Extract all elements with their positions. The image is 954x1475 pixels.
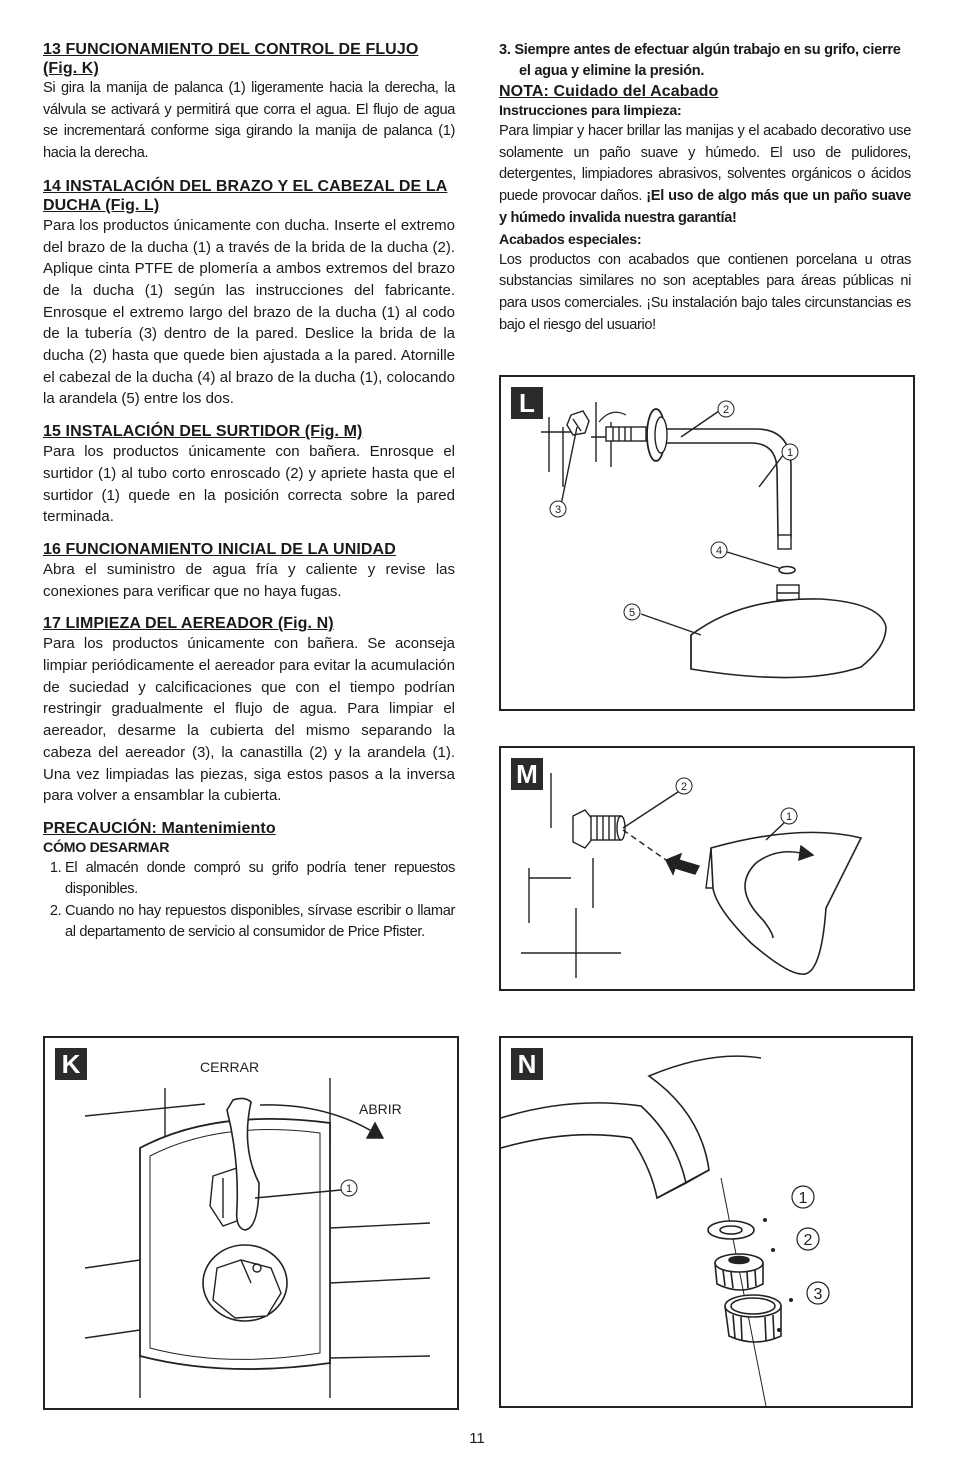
right-column — [499, 40, 911, 336]
figure-l-callout-5: 5 — [628, 607, 636, 619]
figure-l-callout-3: 3 — [554, 504, 562, 516]
acabados-title: Acabados especiales: — [499, 231, 642, 248]
section-13-title: 13 FUNCIONAMIENTO DEL CONTROL DE FLUJO (Fig. K) — [43, 41, 419, 77]
figure-l — [499, 375, 915, 711]
precaucion-item-1: 1. El almacén donde compró su grifo podría tener repuestos disponibles. — [65, 858, 455, 901]
figure-k-abrir-label: ABRIR — [359, 1101, 402, 1117]
figure-m-tag: M — [511, 758, 543, 790]
precaucion-subtitle: CÓMO DESARMAR — [43, 839, 170, 856]
figure-k-cerrar-label: CERRAR — [200, 1059, 260, 1075]
page-number: 11 — [469, 1430, 485, 1447]
figure-n-drawing — [501, 1038, 911, 1406]
section-15-body: Para los productos únicamente con bañera. Enrosque el surtidor (1) al tubo corto enroscado (2) y apriete hasta que el surtidor (1) quede en la posición correcta sobre la pared terminada. — [43, 443, 455, 526]
figure-m-drawing — [501, 748, 913, 989]
figure-m-callout-1: 1 — [785, 811, 793, 823]
figure-n — [499, 1036, 913, 1408]
figure-k — [43, 1036, 459, 1410]
section-14 — [43, 177, 455, 410]
precaucion-title: PRECAUCIÓN: Mantenimiento — [43, 819, 276, 837]
figure-m-callout-2: 2 — [680, 781, 688, 793]
section-13-body: Si gira la manija de palanca (1) ligeramente hacia la derecha, la válvula se activará y permitirá que corra el agua. El flujo de agua se incrementará conforme siga girando la manija de palanca (1) hacia la derecha. — [43, 80, 455, 162]
figure-l-tag: L — [511, 387, 543, 419]
section-15-title: 15 INSTALACIÓN DEL SURTIDOR (Fig. M) — [43, 423, 363, 441]
nota-title: NOTA: Cuidado del Acabado — [499, 83, 719, 100]
section-17 — [43, 614, 455, 807]
figure-m — [499, 746, 915, 991]
figure-k-callout-1: 1 — [345, 1183, 353, 1195]
section-14-body: Para los productos únicamente con ducha. Inserte el extremo del brazo de la ducha (1) a través de la brida de la ducha (2). Aplique cinta PTFE de plomería a ambos extremos del brazo de la ducha (1) según las instrucciones del fabricante. Enrosque el extremo largo del brazo de la ducha (1) al codo de la tubería (3) dentro de la pared. Deslice la brida de la ducha (2) hasta que quede bien ajustada a la pared. Atornille el cabezal de la ducha (4) al brazo de la ducha (1), colocando la arandela (5) entre los dos. — [43, 216, 455, 408]
acabados-body: Los productos con acabados que contienen porcelana u otras substancias similares no son aceptables para áreas públicas ni para usos comerciales. ¡Su instalación bajo tales circunstancias es bajo el riesgo del usuario! — [499, 251, 911, 333]
figure-n-callout-3: 3 — [813, 1286, 823, 1303]
figure-l-callout-2: 2 — [722, 404, 730, 416]
section-16-title: 16 FUNCIONAMIENTO INICIAL DE LA UNIDAD — [43, 540, 396, 558]
instrucciones-text: Para limpiar y hacer brillar las manijas y el acabado decorativo use solamente un paño suave y húmedo. El uso de pulidores, detergentes, limpiadores abrasivos, solventes orgánicos o ácidos puede provocar daños. — [499, 123, 911, 205]
precaucion-item-2: 2. Cuando no hay repuestos disponibles, sírvase escribir o llamar al departamento de servicio al consumidor de Price Pfister. — [65, 901, 455, 944]
section-14-title: 14 INSTALACIÓN DEL BRAZO Y EL CABEZAL DE LA DUCHA (Fig. L) — [43, 177, 448, 214]
figure-n-callout-2: 2 — [803, 1232, 813, 1249]
figure-l-callout-4: 4 — [715, 545, 723, 557]
instrucciones-warning: ¡El uso de algo más que un paño suave y húmedo invalida nuestra garantía! — [499, 188, 911, 226]
figure-n-tag: N — [511, 1048, 543, 1080]
figure-l-callout-1: 1 — [786, 447, 794, 459]
left-column — [43, 40, 455, 956]
section-16 — [43, 540, 455, 602]
section-15 — [43, 422, 455, 528]
instrucciones-title: Instrucciones para limpieza: — [499, 103, 682, 119]
precaucion-list — [43, 858, 455, 944]
step-3: 3. Siempre antes de efectuar algún trabajo en su grifo, cierre el agua y elimine la presión. — [499, 42, 901, 79]
figure-n-callout-1: 1 — [798, 1190, 808, 1207]
figure-k-tag: K — [55, 1048, 87, 1080]
section-17-body: Para los productos únicamente con bañera. Se aconseja limpiar periódicamente el aereador para evitar la acumulación de suciedad y calcificaciones que con el tiempo podrían restringir gradualmente el flujo de agua. Para limpiar el aereador, desarme la cubierta del mismo separando la cabeza del aereador (3), la canastilla (2) y la arandela (1). Una vez limpiadas las piezas, siga estos pasos a la inversa para volver a ensamblar la cubierta. — [43, 635, 455, 805]
figure-l-drawing — [501, 377, 913, 709]
figure-k-drawing — [45, 1038, 457, 1408]
section-17-title: 17 LIMPIEZA DEL AEREADOR (Fig. N) — [43, 615, 334, 633]
section-13 — [43, 40, 455, 165]
section-precaucion — [43, 819, 455, 944]
section-16-body: Abra el suministro de agua fría y caliente y revise las conexiones para verificar que no haya fugas. — [43, 560, 455, 600]
instrucciones-body — [499, 121, 911, 230]
